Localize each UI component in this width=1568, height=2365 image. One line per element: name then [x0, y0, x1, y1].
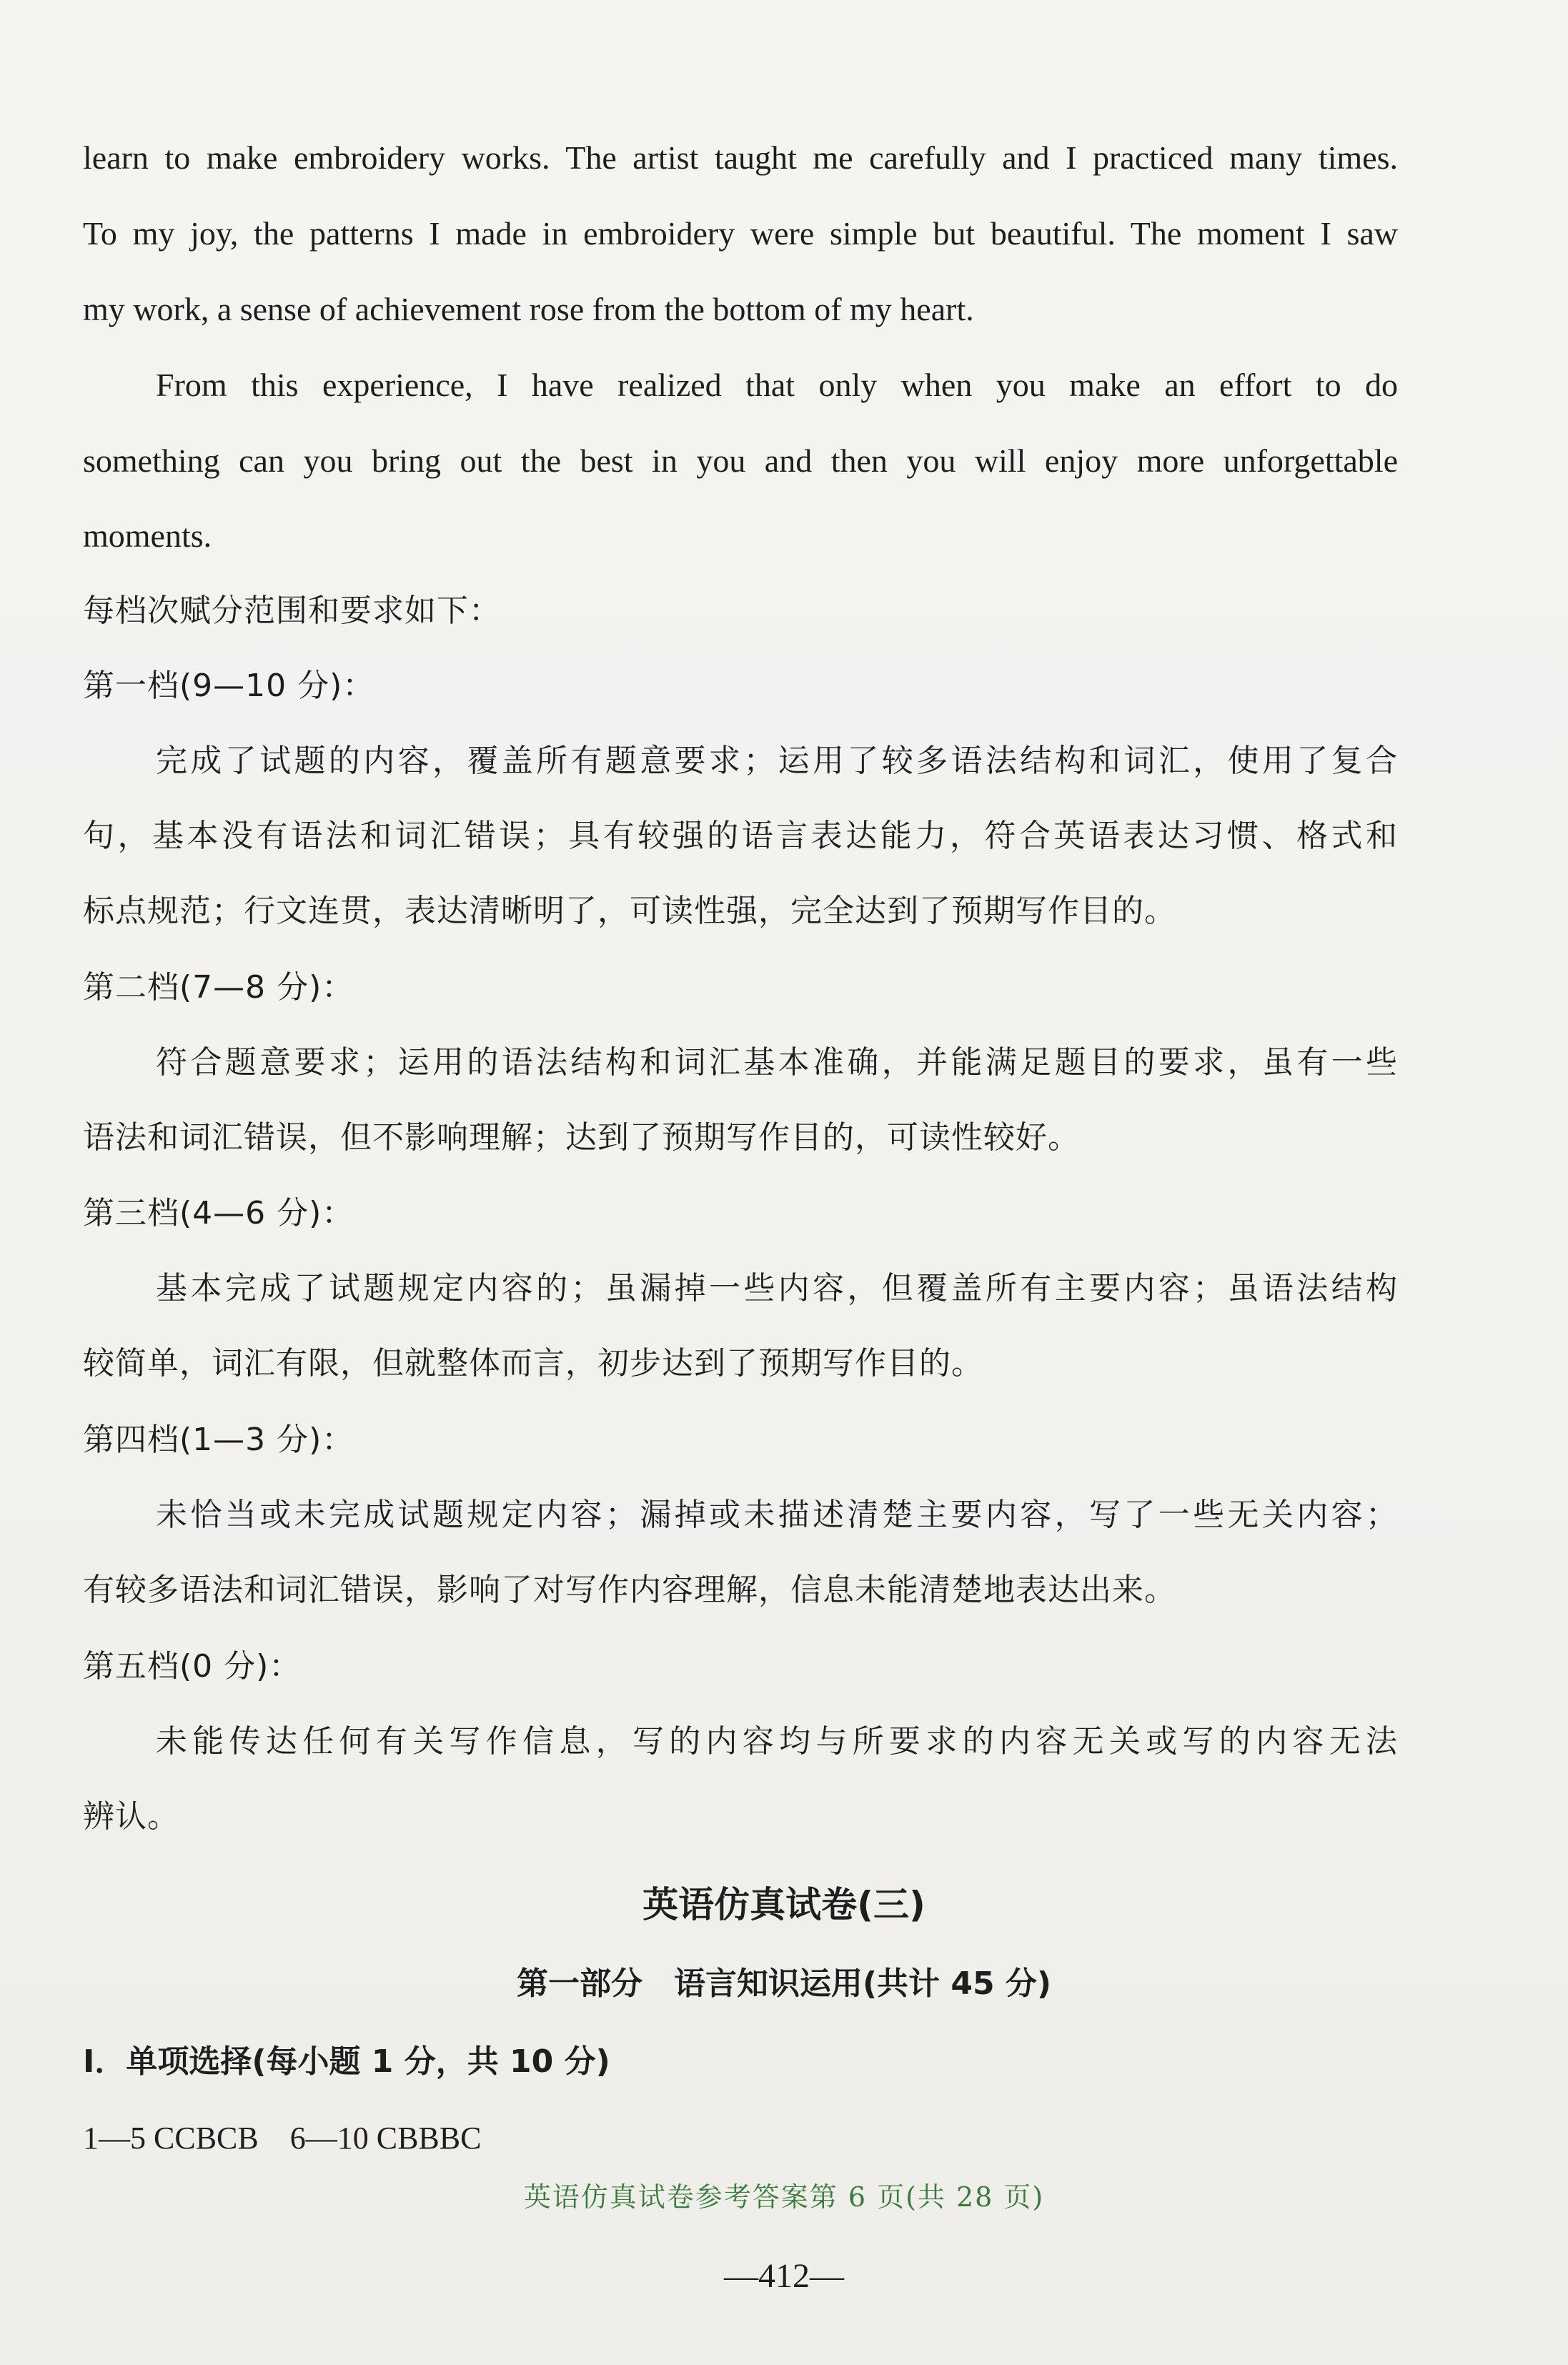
tier-4-label: 第四档(1—3 分)：	[83, 1422, 354, 1458]
tier-3-label: 第三档(4—6 分)：	[83, 1195, 354, 1231]
essay-line-3: my work, a sense of achievement rose from the bottom of my heart.	[83, 291, 974, 327]
part-heading: 第一部分 语言知识运用(共计 45 分)	[516, 1965, 1052, 2002]
tier-5-label: 第五档(0 分)：	[83, 1648, 302, 1685]
exam-title: 英语仿真试卷(三)	[642, 1884, 926, 1925]
tier-2-line-1: 符合题意要求；运用的语法结构和词汇基本准确，并能满足题目的要求，虽有一些	[156, 1044, 1398, 1081]
tier-5-line-1: 未能传达任何有关写作信息，写的内容均与所要求的内容无关或写的内容无法	[156, 1723, 1398, 1760]
essay-line-1: learn to make embroidery works. The artist taught me carefully and I practiced many times.	[83, 139, 1398, 176]
tier-1-line-3: 标点规范；行文连贯，表达清晰明了，可读性强，完全达到了预期写作目的。	[83, 893, 1176, 929]
essay-line-2: To my joy, the patterns I made in embroidery were simple but beautiful. The moment I saw	[83, 215, 1398, 252]
essay-line-5: something can you bring out the best in you and then you will enjoy more unforgettable	[83, 442, 1398, 479]
tier-2-label: 第二档(7—8 分)：	[83, 969, 354, 1006]
essay-line-4: From this experience, I have realized that only when you make an effort to do	[156, 367, 1398, 403]
essay-line-6: moments.	[83, 517, 212, 554]
tier-1-line-1: 完成了试题的内容，覆盖所有题意要求；运用了较多语法结构和词汇，使用了复合	[156, 743, 1398, 779]
tier-1-label: 第一档(9—10 分)：	[83, 668, 375, 704]
scoring-intro: 每档次赋分范围和要求如下：	[83, 593, 501, 629]
tier-3-line-2: 较简单，词汇有限，但就整体而言，初步达到了预期写作目的。	[83, 1345, 983, 1382]
tier-4-line-1: 未恰当或未完成试题规定内容；漏掉或未描述清楚主要内容，写了一些无关内容；	[156, 1497, 1398, 1533]
tier-1-line-2: 句，基本没有语法和词汇错误；具有较强的语言表达能力，符合英语表达习惯、格式和	[83, 818, 1398, 854]
answer-key-line: 1—5 CCBCB 6—10 CBBBC	[83, 2121, 482, 2156]
tier-2-line-2: 语法和词汇错误，但不影响理解；达到了预期写作目的，可读性较好。	[83, 1119, 1080, 1156]
tier-5-line-2: 辨认。	[83, 1798, 179, 1835]
tier-3-line-1: 基本完成了试题规定内容的；虽漏掉一些内容，但覆盖所有主要内容；虽语法结构	[156, 1270, 1398, 1307]
question-heading: Ⅰ．单项选择(每小题 1 分，共 10 分)	[83, 2043, 610, 2080]
tier-4-line-2: 有较多语法和词汇错误，影响了对写作内容理解，信息未能清楚地表达出来。	[83, 1572, 1176, 1608]
page-number: —412—	[724, 2257, 844, 2295]
footer-caption: 英语仿真试卷参考答案第 6 页(共 28 页)	[523, 2181, 1045, 2213]
